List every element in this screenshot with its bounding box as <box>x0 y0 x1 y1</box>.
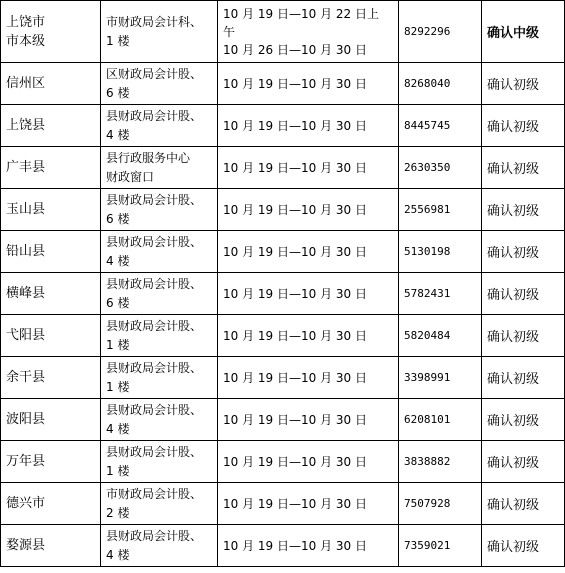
region-cell <box>1 231 101 273</box>
region-cell <box>1 315 101 357</box>
region-cell-line: 广丰县 <box>6 160 46 175</box>
status-cell: 确认初级 <box>482 441 565 483</box>
location-cell-line: 4 楼 <box>106 547 130 562</box>
region-cell <box>1 399 101 441</box>
phone-cell: 3838882 <box>399 441 482 483</box>
region-cell <box>1 189 101 231</box>
location-cell <box>101 357 218 399</box>
location-cell-line: 4 楼 <box>106 253 130 268</box>
region-cell-line: 铅山县 <box>6 244 46 259</box>
date-range-cell-line: 10 月 19 日—10 月 30 日 <box>223 370 367 385</box>
region-cell <box>1 483 101 525</box>
region-cell-line: 余干县 <box>6 370 46 385</box>
location-cell-line: 6 楼 <box>106 211 130 226</box>
status-cell: 确认初级 <box>482 105 565 147</box>
location-cell <box>101 105 218 147</box>
region-cell-line: 上饶市 <box>6 14 46 30</box>
region-cell-line: 万年县 <box>6 454 46 469</box>
date-range-cell <box>218 231 399 273</box>
table-row <box>1 357 565 399</box>
location-cell-line: 县财政局会计股、 <box>106 192 203 207</box>
region-cell-line: 市本级 <box>6 33 46 49</box>
date-range-cell-line: 午 <box>223 24 236 39</box>
location-cell-line: 6 楼 <box>106 295 130 310</box>
date-range-cell-line: 10 月 19 日—10 月 30 日 <box>223 454 367 469</box>
phone-cell: 7507928 <box>399 483 482 525</box>
location-cell <box>101 1 218 63</box>
date-range-cell-line: 10 月 19 日—10 月 30 日 <box>223 244 367 259</box>
location-cell-line: 1 楼 <box>106 337 130 352</box>
table-row <box>1 147 565 189</box>
date-range-cell-line: 10 月 26 日—10 月 30 日 <box>223 42 367 57</box>
region-cell <box>1 63 101 105</box>
date-range-cell <box>218 483 399 525</box>
location-cell-line: 4 楼 <box>106 127 130 142</box>
region-cell <box>1 525 101 567</box>
location-cell <box>101 63 218 105</box>
table-row <box>1 525 565 567</box>
location-cell-line: 县行政服务中心 <box>106 150 191 165</box>
date-range-cell <box>218 399 399 441</box>
date-range-cell-line: 10 月 19 日—10 月 30 日 <box>223 160 367 175</box>
region-cell-line: 婺源县 <box>6 538 46 553</box>
table-row <box>1 315 565 357</box>
table-row <box>1 105 565 147</box>
location-cell-line: 县财政局会计股、 <box>106 108 203 123</box>
date-range-cell <box>218 357 399 399</box>
table-body <box>1 1 565 567</box>
location-cell <box>101 441 218 483</box>
location-cell-line: 县财政局会计股、 <box>106 444 203 459</box>
date-range-cell <box>218 441 399 483</box>
location-cell-line: 2 楼 <box>106 505 130 520</box>
status-cell: 确认初级 <box>482 483 565 525</box>
region-cell <box>1 1 101 63</box>
location-cell <box>101 273 218 315</box>
phone-cell: 6208101 <box>399 399 482 441</box>
phone-cell: 5130198 <box>399 231 482 273</box>
status-cell: 确认初级 <box>482 189 565 231</box>
date-range-cell-line: 10 月 19 日—10 月 30 日 <box>223 496 367 511</box>
date-range-cell <box>218 315 399 357</box>
date-range-cell-line: 10 月 19 日—10 月 30 日 <box>223 76 367 91</box>
location-cell <box>101 147 218 189</box>
date-range-cell-line: 10 月 19 日—10 月 22 日上 <box>223 6 379 21</box>
location-cell-line: 1 楼 <box>106 33 130 48</box>
location-cell-line: 县财政局会计股、 <box>106 234 203 249</box>
region-cell-line: 波阳县 <box>6 412 46 427</box>
location-cell <box>101 189 218 231</box>
date-range-cell <box>218 147 399 189</box>
phone-cell: 2630350 <box>399 147 482 189</box>
location-cell-line: 财政窗口 <box>106 169 155 184</box>
region-cell-line: 德兴市 <box>6 496 46 511</box>
region-cell <box>1 147 101 189</box>
date-range-cell-line: 10 月 19 日—10 月 30 日 <box>223 412 367 427</box>
status-cell: 确认初级 <box>482 63 565 105</box>
location-cell <box>101 399 218 441</box>
location-cell-line: 县财政局会计股、 <box>106 528 203 543</box>
region-cell <box>1 357 101 399</box>
date-range-cell-line: 10 月 19 日—10 月 30 日 <box>223 328 367 343</box>
region-cell-line: 横峰县 <box>6 286 46 301</box>
location-cell <box>101 315 218 357</box>
phone-cell: 8292296 <box>399 1 482 63</box>
location-cell <box>101 231 218 273</box>
status-cell: 确认初级 <box>482 147 565 189</box>
location-cell-line: 县财政局会计股、 <box>106 360 203 375</box>
location-cell-line: 市财政局会计股、 <box>106 486 203 501</box>
status-cell: 确认初级 <box>482 231 565 273</box>
region-cell <box>1 105 101 147</box>
table-row <box>1 273 565 315</box>
date-range-cell-line: 10 月 19 日—10 月 30 日 <box>223 202 367 217</box>
region-cell-line: 玉山县 <box>6 202 46 217</box>
location-cell-line: 6 楼 <box>106 85 130 100</box>
phone-cell: 7359021 <box>399 525 482 567</box>
region-cell-line: 信州区 <box>6 76 46 91</box>
phone-cell: 5820484 <box>399 315 482 357</box>
location-cell-line: 市财政局会计科、 <box>106 14 203 29</box>
status-cell: 确认初级 <box>482 357 565 399</box>
table-row <box>1 483 565 525</box>
location-cell-line: 1 楼 <box>106 463 130 478</box>
status-cell: 确认初级 <box>482 273 565 315</box>
location-cell-line: 县财政局会计股、 <box>106 276 203 291</box>
location-cell-line: 县财政局会计股、 <box>106 318 203 333</box>
date-range-cell <box>218 1 399 63</box>
region-cell-line: 上饶县 <box>6 118 46 133</box>
table-row <box>1 63 565 105</box>
table-row <box>1 441 565 483</box>
location-cell-line: 县财政局会计股、 <box>106 402 203 417</box>
date-range-cell <box>218 189 399 231</box>
status-cell: 确认初级 <box>482 525 565 567</box>
phone-cell: 3398991 <box>399 357 482 399</box>
table-row <box>1 399 565 441</box>
phone-cell: 8268040 <box>399 63 482 105</box>
region-cell <box>1 273 101 315</box>
location-cell-line: 4 楼 <box>106 421 130 436</box>
location-cell <box>101 525 218 567</box>
phone-cell: 5782431 <box>399 273 482 315</box>
table-row <box>1 1 565 63</box>
date-range-cell <box>218 63 399 105</box>
region-cell-line: 弋阳县 <box>6 328 46 343</box>
phone-cell: 8445745 <box>399 105 482 147</box>
date-range-cell <box>218 105 399 147</box>
status-cell: 确认中级 <box>482 1 565 63</box>
location-cell <box>101 483 218 525</box>
status-cell: 确认初级 <box>482 399 565 441</box>
table-row <box>1 189 565 231</box>
date-range-cell-line: 10 月 19 日—10 月 30 日 <box>223 538 367 553</box>
phone-cell: 2556981 <box>399 189 482 231</box>
region-cell <box>1 441 101 483</box>
status-cell: 确认初级 <box>482 315 565 357</box>
location-cell-line: 1 楼 <box>106 379 130 394</box>
date-range-cell <box>218 273 399 315</box>
location-cell-line: 区财政局会计股、 <box>106 66 203 81</box>
date-range-cell-line: 10 月 19 日—10 月 30 日 <box>223 286 367 301</box>
date-range-cell-line: 10 月 19 日—10 月 30 日 <box>223 118 367 133</box>
date-range-cell <box>218 525 399 567</box>
table-row <box>1 231 565 273</box>
